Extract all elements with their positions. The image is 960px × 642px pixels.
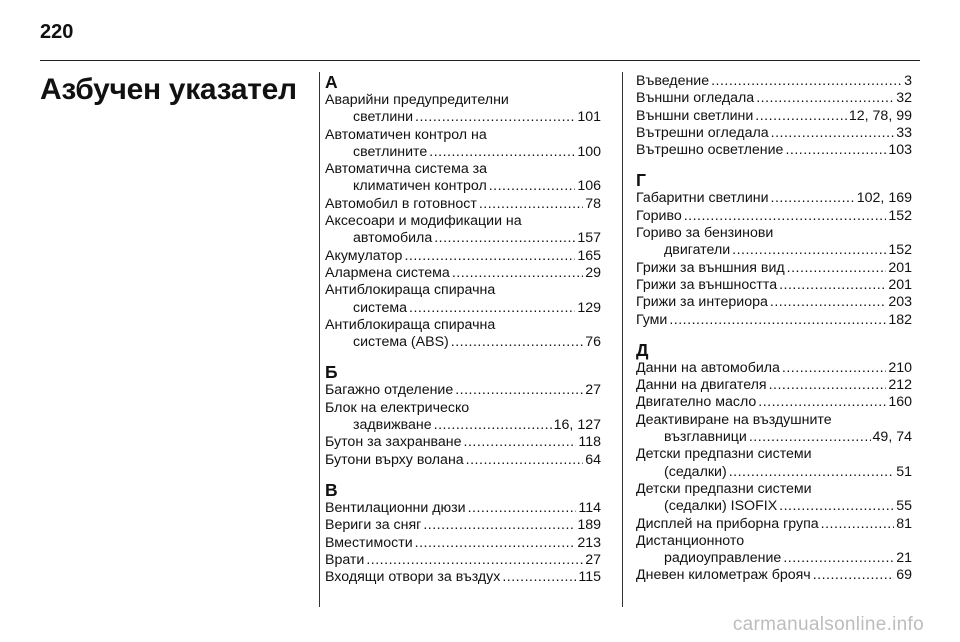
- section-letter: В: [325, 479, 338, 500]
- entry-term: двигатели: [664, 242, 731, 259]
- index-entry: [636, 412, 912, 447]
- entry-pages: 21: [896, 550, 912, 567]
- section-letter: А: [325, 72, 338, 92]
- entry-line: [636, 277, 912, 294]
- dot-leader: [782, 360, 886, 377]
- entry-line: [325, 400, 601, 417]
- dot-leader: [787, 260, 887, 277]
- index-entry: [636, 446, 912, 481]
- dot-leader: [451, 334, 583, 351]
- index-entry: [636, 125, 912, 142]
- entry-pages: 33: [896, 124, 912, 141]
- dot-leader: [366, 552, 583, 569]
- entry-line: [325, 434, 601, 451]
- index-entry: [325, 400, 601, 435]
- entry-pages: 106: [577, 178, 601, 195]
- index-section: [636, 73, 912, 159]
- section-letter: Б: [325, 362, 338, 383]
- dot-leader: [821, 516, 895, 533]
- dot-leader: [455, 382, 583, 399]
- entry-line: [325, 317, 601, 334]
- entry-line: [636, 394, 912, 411]
- dot-leader: [669, 312, 886, 329]
- index-entry: [636, 108, 912, 125]
- entry-line: [636, 360, 912, 377]
- entry-line: [325, 382, 601, 399]
- entry-line: [636, 108, 912, 125]
- index-entry: [325, 213, 601, 248]
- index-entry: [636, 73, 912, 90]
- entry-pages: 51: [896, 463, 912, 480]
- entry-term: Дисплей на приборна група: [636, 515, 819, 532]
- entry-term: климатичен контрол: [353, 178, 487, 195]
- entry-term: Бутон за захранване: [325, 434, 462, 451]
- entry-term: светлините: [353, 143, 428, 160]
- index-entry: [325, 434, 601, 451]
- dot-leader: [452, 265, 583, 282]
- entry-term: (седалки) ISOFIX: [664, 498, 778, 515]
- watermark: carmanualsonline.info: [732, 614, 924, 635]
- index-entry: [325, 569, 601, 586]
- entry-line: [325, 552, 601, 569]
- dot-leader: [434, 417, 552, 434]
- entry-term: Бутони върху волана: [325, 451, 464, 468]
- dot-leader: [415, 109, 575, 126]
- entry-line: [636, 481, 912, 498]
- entry-term: Вериги за сняг: [325, 517, 422, 534]
- entry-term: възглавници: [664, 429, 747, 446]
- entry-pages: 160: [888, 394, 912, 411]
- entry-pages: 101: [577, 109, 601, 126]
- entry-line: [636, 498, 912, 515]
- page-title: Азбучен указател: [40, 73, 297, 106]
- entry-pages: 157: [577, 230, 601, 247]
- index-entry: [325, 317, 601, 352]
- entry-line: [325, 265, 601, 282]
- dot-leader: [771, 125, 895, 142]
- index-entry: [636, 533, 912, 568]
- entry-term: Вентилационни дюзи: [325, 499, 466, 516]
- column-divider-right: [622, 72, 623, 607]
- entry-term: Габаритни светлини: [636, 190, 769, 207]
- entry-pages: 103: [888, 142, 912, 159]
- entry-pages: 78: [585, 195, 601, 212]
- entry-pages: 3: [904, 73, 912, 89]
- dot-leader: [479, 196, 583, 213]
- index-entry: [325, 92, 601, 127]
- index-section: [325, 73, 601, 351]
- entry-line: [636, 260, 912, 277]
- dot-leader: [785, 142, 886, 159]
- entry-line: [636, 446, 912, 463]
- entry-line: [636, 142, 912, 159]
- entry-line: [636, 516, 912, 533]
- entry-line: [636, 464, 912, 481]
- index-entry: [325, 248, 601, 265]
- entry-term: Врати: [325, 551, 365, 568]
- entry-line: [325, 92, 601, 109]
- dot-leader: [758, 394, 886, 411]
- entry-pages: 64: [585, 451, 601, 468]
- index-entry: [325, 500, 601, 517]
- entry-term: Автомобил в готовност: [325, 195, 477, 212]
- entry-pages: 16, 127: [553, 417, 601, 434]
- entry-term: Багажно отделение: [325, 382, 454, 399]
- index-entry: [636, 142, 912, 159]
- entry-line: [325, 500, 601, 517]
- entry-term: Дневен километраж брояч: [636, 567, 811, 584]
- entry-line: [325, 196, 601, 213]
- entry-line: [325, 569, 601, 586]
- entry-term: система: [353, 299, 407, 316]
- index-entry: [325, 517, 601, 534]
- dot-leader: [429, 144, 575, 161]
- entry-pages: 81: [896, 515, 912, 532]
- entry-pages: 210: [888, 359, 912, 376]
- dot-leader: [779, 277, 886, 294]
- dot-leader: [813, 567, 895, 584]
- index-entry: [636, 190, 912, 207]
- entry-term: Блок на електрическо: [325, 399, 470, 416]
- entry-pages: 76: [585, 334, 601, 351]
- entry-pages: 165: [577, 247, 601, 264]
- header-rule: [40, 60, 920, 61]
- index-section: [325, 481, 601, 586]
- entry-term: Детски предпазни системи: [636, 480, 812, 497]
- index-entry: [325, 535, 601, 552]
- index-entry: [636, 90, 912, 107]
- index-entry: [325, 265, 601, 282]
- index-column-2: [636, 73, 912, 597]
- entry-pages: 12, 78, 99: [848, 107, 912, 124]
- dot-leader: [755, 108, 847, 125]
- dot-leader: [779, 498, 894, 515]
- entry-term: Външни светлини: [636, 107, 754, 124]
- entry-line: [636, 225, 912, 242]
- entry-term: автомобила: [353, 230, 433, 247]
- index-section: [636, 171, 912, 328]
- entry-term: система (ABS): [353, 334, 449, 351]
- entry-line: [325, 334, 601, 351]
- index-entry: [636, 294, 912, 311]
- entry-line: [636, 412, 912, 429]
- dot-leader: [783, 550, 894, 567]
- index-entry: [636, 516, 912, 533]
- entry-term: Въведение: [636, 73, 710, 89]
- entry-pages: 189: [577, 517, 601, 534]
- entry-line: [325, 300, 601, 317]
- entry-term: задвижване: [353, 417, 432, 434]
- entry-term: радиоуправление: [664, 550, 782, 567]
- entry-pages: 29: [585, 264, 601, 281]
- entry-line: [325, 535, 601, 552]
- index-entry: [325, 382, 601, 399]
- index-section: [636, 341, 912, 585]
- entry-pages: 69: [896, 567, 912, 584]
- entry-line: [325, 230, 601, 247]
- dot-leader: [749, 429, 871, 446]
- entry-term: (седалки): [664, 463, 727, 480]
- index-entry: [636, 312, 912, 329]
- entry-term: Антиблокираща спирачна: [325, 316, 496, 333]
- entry-term: светлини: [353, 109, 414, 126]
- entry-line: [325, 178, 601, 195]
- index-entry: [636, 360, 912, 377]
- entry-pages: 27: [585, 551, 601, 568]
- dot-leader: [771, 190, 855, 207]
- entry-line: [325, 282, 601, 299]
- index-entry: [636, 377, 912, 394]
- dot-leader: [415, 535, 576, 552]
- dot-leader: [756, 90, 894, 107]
- entry-line: [636, 533, 912, 550]
- index-entry: [636, 208, 912, 225]
- entry-term: Дистанционното: [636, 532, 745, 549]
- entry-term: Данни на автомобила: [636, 359, 780, 376]
- entry-pages: 182: [888, 311, 912, 328]
- entry-line: [636, 550, 912, 567]
- entry-pages: 32: [896, 90, 912, 107]
- entry-line: [636, 190, 912, 207]
- entry-pages: 203: [888, 294, 912, 311]
- entry-line: [636, 73, 912, 90]
- entry-term: Вътрешно осветление: [636, 142, 784, 159]
- entry-pages: 201: [888, 276, 912, 293]
- dot-leader: [770, 294, 886, 311]
- entry-term: Акумулатор: [325, 247, 403, 264]
- entry-term: Деактивиране на въздушните: [636, 411, 832, 428]
- entry-term: Детски предпазни системи: [636, 446, 812, 463]
- index-entry: [325, 282, 601, 317]
- entry-line: [636, 429, 912, 446]
- entry-line: [636, 208, 912, 225]
- entry-term: Автоматичен контрол на: [325, 126, 487, 143]
- entry-term: Аксесоари и модификации на: [325, 213, 522, 230]
- entry-pages: 152: [888, 207, 912, 224]
- entry-term: Аварийни предупредителни: [325, 92, 509, 108]
- entry-pages: 49, 74: [872, 429, 912, 446]
- index-entry: [636, 567, 912, 584]
- index-entry: [636, 394, 912, 411]
- entry-pages: 213: [577, 534, 601, 551]
- entry-line: [325, 127, 601, 144]
- entry-line: [636, 377, 912, 394]
- entry-term: Грижи за интериора: [636, 294, 768, 311]
- index-entry: [325, 127, 601, 162]
- entry-pages: 27: [585, 382, 601, 399]
- entry-term: Антиблокираща спирачна: [325, 282, 496, 299]
- dot-leader: [423, 517, 575, 534]
- entry-line: [325, 144, 601, 161]
- dot-leader: [769, 377, 887, 394]
- entry-term: Грижи за външния вид: [636, 259, 785, 276]
- entry-term: Гуми: [636, 311, 668, 328]
- entry-line: [325, 517, 601, 534]
- dot-leader: [409, 300, 575, 317]
- dot-leader: [732, 242, 886, 259]
- index-entry: [325, 161, 601, 196]
- entry-term: Алармена система: [325, 264, 450, 281]
- entry-pages: 201: [888, 259, 912, 276]
- section-letter: Г: [636, 170, 646, 191]
- entry-term: Автоматична система за: [325, 161, 488, 178]
- entry-pages: 102, 169: [856, 190, 912, 207]
- entry-line: [636, 294, 912, 311]
- entry-pages: 55: [896, 498, 912, 515]
- index-entry: [325, 196, 601, 213]
- dot-leader: [404, 248, 575, 265]
- index-entry: [636, 277, 912, 294]
- index-section: [325, 363, 601, 468]
- index-entry: [325, 552, 601, 569]
- entry-line: [325, 417, 601, 434]
- entry-pages: 100: [577, 143, 601, 160]
- entry-term: Входящи отвори за въздух: [325, 569, 501, 586]
- index-entry: [636, 260, 912, 277]
- entry-line: [325, 109, 601, 126]
- dot-leader: [711, 73, 902, 90]
- entry-pages: 129: [577, 299, 601, 316]
- entry-pages: 152: [888, 242, 912, 259]
- entry-term: Външни огледала: [636, 90, 755, 107]
- entry-line: [325, 161, 601, 178]
- entry-line: [636, 90, 912, 107]
- entry-line: [325, 452, 601, 469]
- entry-term: Гориво: [636, 207, 682, 224]
- dot-leader: [489, 178, 576, 195]
- entry-pages: 118: [578, 434, 601, 451]
- dot-leader: [729, 464, 895, 481]
- entry-term: Вътрешни огледала: [636, 124, 769, 141]
- entry-term: Гориво за бензинови: [636, 225, 774, 242]
- entry-line: [636, 312, 912, 329]
- dot-leader: [468, 500, 577, 517]
- dot-leader: [466, 452, 584, 469]
- entry-term: Данни на двигателя: [636, 377, 767, 394]
- dot-leader: [464, 434, 577, 451]
- column-divider-left: [319, 72, 320, 607]
- entry-line: [325, 213, 601, 230]
- entry-pages: 114: [578, 499, 601, 516]
- entry-pages: 115: [578, 569, 601, 586]
- dot-leader: [502, 569, 576, 586]
- entry-term: Грижи за външността: [636, 276, 778, 293]
- entry-pages: 212: [888, 377, 912, 394]
- index-column-1: [325, 73, 601, 598]
- entry-term: Вместимости: [325, 534, 413, 551]
- page-number: 220: [40, 21, 74, 43]
- index-entry: [636, 481, 912, 516]
- section-letter: Д: [636, 339, 649, 360]
- entry-line: [636, 567, 912, 584]
- dot-leader: [684, 208, 887, 225]
- entry-line: [636, 242, 912, 259]
- index-entry: [325, 452, 601, 469]
- entry-line: [636, 125, 912, 142]
- entry-term: Двигателно масло: [636, 394, 757, 411]
- entry-line: [325, 248, 601, 265]
- dot-leader: [434, 230, 575, 247]
- index-entry: [636, 225, 912, 260]
